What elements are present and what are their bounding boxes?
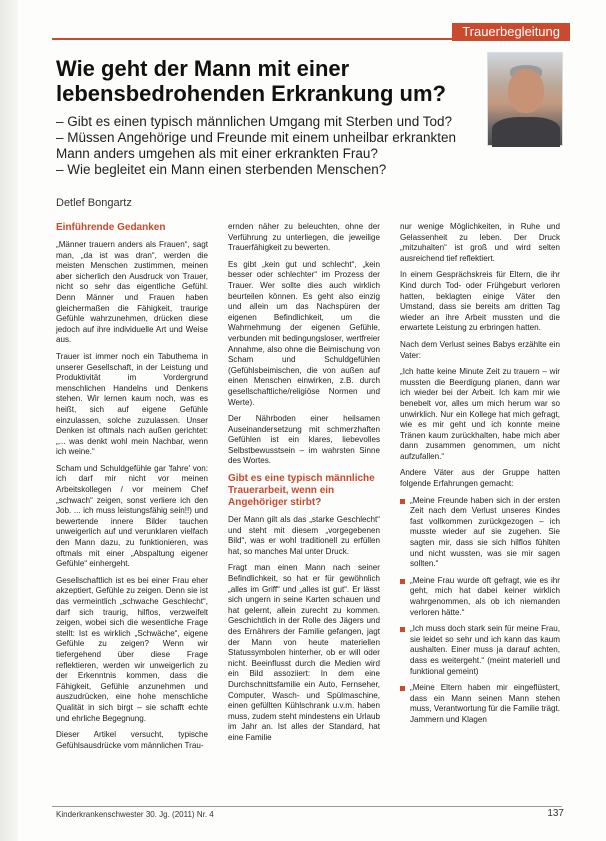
column-1-paragraph: Trauer ist immer noch ein Tabuthema in unserer Gesellschaft, in der Leistung und Produktivität im Vordergrund menschlichen Handelns und Denkens stehen. Wir lernen kaum noch, was es heißt, sich auf eigene Gefühle einzulassen, solche zuzulassen. Unser Denken ist oftmals nach außen gerichtet: „... was denkt wohl mein Nachbar, wenn ich weine.“	[56, 351, 208, 457]
section-label: Trauerbegleitung	[452, 23, 570, 41]
column-1	[56, 222, 208, 757]
quote-list-item: „Meine Freunde haben sich in der ersten Zeit nach dem Verlust unseres Kindes fast vollkommen zurückgezogen – ich musste wieder auf sie zugehen. Sie sagten mir, dass sie sich hilflos fühlten und nicht wussten, was sie mir sagen sollten.“	[400, 496, 560, 570]
column-2	[228, 222, 380, 750]
quote-list-item: „Meine Frau wurde oft gefragt, wie es ihr geht, mich hat dabei keiner wirklich wahrgenommen, als ob ich niemanden verloren hätte.“	[400, 576, 560, 618]
subheading-3: – Wie begleitet ein Mann einen sterbenden Menschen?	[56, 162, 387, 177]
author-byline: Detlef Bongartz	[56, 197, 132, 209]
column-3-paragraph: Nach dem Verlust seines Babys erzählte ein Vater:	[400, 339, 560, 360]
column-2-paragraph: Der Mann gilt als das „starke Geschlecht“ und steht mit diesem „vorgegebenen Bild“, was er wohl traditionell zu erfüllen hat, so manches Mal unter Druck.	[228, 515, 380, 556]
article-headline: Wie geht der Mann mit einer lebensbedrohenden Erkrankung um?	[56, 56, 446, 106]
article-subheadings	[56, 114, 486, 178]
quote-list	[400, 496, 560, 726]
author-photo	[487, 52, 563, 146]
page-number: 137	[547, 808, 564, 819]
column-2-paragraph: Es gibt „kein gut und schlecht“, „kein besser oder schlechter“ im Prozess der Trauer. Wer sollte dies auch wirklich beurteilen können. Es geht also einzig und allein um das Nachspüren der eigenen Befindlichkeit, um die Wahrnehmung der eigenen Gefühle, verbunden mit bedingungsloser, wertfreier Annahme, also ohne die Beimischung von Scham und Schuldgefühlen (Gefühlsbeimischen, die von außen auf einen Menschen einwirken, z.B. durch gesellschaftliche/religiöse Normen und Werte).	[228, 259, 380, 407]
quote-list-item: „Meine Eltern haben mir eingeflüstert, dass ein Mann seinen Mann stehen muss, Verantwortung für die Familie trägt. Jammern und Klagen	[400, 683, 560, 725]
column-3-paragraph: In einem Gesprächskreis für Eltern, die ihr Kind durch Tod- oder Frühgeburt verloren hatten, beklagten einige Väter den Umstand, dass sie bereits am dritten Tag wieder an ihre Arbeit mussten und die erwartete Leistung zu erbringen hatten.	[400, 270, 560, 333]
column-2-heading: Gibt es eine typisch männliche Trauerarbeit, wenn ein Angehöriger stirbt?	[228, 473, 375, 509]
author-photo-shirt	[492, 117, 560, 147]
column-3-quote: „Ich hatte keine Minute Zeit zu trauern – wir mussten die Beerdigung planen, dann war ich wieder bei der Arbeit. Ich kam mir wie benebelt vor, alles um mich herum war so unwirklich. Nur ein Kollege hat mich gefragt, wie es mir geht und ich konnte meine Tränen kaum zurückhalten, habe mich aber dann zusammen genommen, um nicht aufzufallen.“	[400, 367, 560, 461]
journal-footer: Kinderkrankenschwester 30. Jg. (2011) Nr. 4	[56, 810, 214, 819]
column-1-heading: Einführende Gedanken	[56, 222, 166, 233]
footer-rule	[52, 806, 562, 807]
column-3	[400, 222, 560, 732]
quote-list-item: „Ich muss doch stark sein für meine Frau, sie leidet so sehr und ich kann das kaum aushalten. Einer muss ja darauf achten, dass es weitergeht.“ (meint materiell und funktional gemeint)	[400, 624, 560, 677]
page-gutter-shadow	[0, 0, 18, 841]
subheading-2: – Müssen Angehörige und Freunde mit einem unheilbar erkrankten Mann anders umgehen als mit einer erkrankten Frau?	[56, 130, 456, 161]
subheading-1: – Gibt es einen typisch männlichen Umgang mit Sterben und Tod?	[56, 114, 452, 129]
column-3-paragraph: Andere Väter aus der Gruppe hatten folgende Erfahrungen gemacht:	[400, 468, 560, 489]
column-2-paragraph: ernden näher zu beleuchten, ohne der Verführung zu unterliegen, die jeweilige Trauerfähigkeit zu bewerten.	[228, 222, 380, 253]
column-1-paragraph: „Männer trauern anders als Frauen“, sagt man, „da ist was dran“, werden die meisten Menschen zustimmen, meinen aber sicherlich den Ausdruck von Trauer, nicht so sehr das eigentliche Gefühl. Denn Männer und Frauen haben gleichermaßen die Fähigkeit, traurige Gefühle wahrzunehmen, drücken diese jedoch auf ihre individuelle Art und Weise aus.	[56, 240, 208, 345]
column-2-paragraph: Fragt man einen Mann nach seiner Befindlichkeit, so hat er für gewöhnlich „alles im Griff“ und „alles ist gut“. Er lässt sich ungern in seine Karten schauen und hat gelernt, allein zurecht zu kommen. Geschichtlich in der Rolle des Jägers und des Ernährers der Familie gefangen, jagt der Mann von heute materiellen Statussymbolen hinterher, ob er will oder nicht. Beeinflusst durch die Medien wird ein Bild assoziiert: In dem eine Durchschnittsfamilie ein Auto, Fernseher, Computer, Wasch- und Spülmaschine, einen gefüllten Kühlschrank u.v.m. haben muss, zudem steht mindestens ein Urlaub im Jahr an. Ist alles der Standard, hat eine Familie	[228, 563, 380, 742]
author-photo-face	[508, 69, 544, 113]
column-1-paragraph: Scham und Schuldgefühle gar 'fahre' von: ich darf mir nicht vor meinen Arbeitskollegen / vor meinem Chef „schwach“ zeigen, sonst verliere ich den Job. ... ich muss leistungsfähig sein!!) und bewertende innere Bilder tauchen unweigerlich auf und verunklaren vielfach den Mann dazu, zu funktionieren, was oftmals mit einer „Abspaltung eigener Gefühle“ einhergeht.	[56, 463, 208, 569]
column-1-paragraph: Dieser Artikel versucht, typische Gefühlsausdrücke vom männlichen Trau-	[56, 730, 208, 750]
column-1-paragraph: Gesellschaftlich ist es bei einer Frau eher akzeptiert, Gefühle zu zeigen. Denn sie ist das vermeintlich „schwache Geschlecht“, darf sich traurig, hilflos, verzweifelt zeigen, wobei sich die wesentliche Frage stellt: Ist es wirklich „Schwäche“, eigene Gefühle zu zeigen? Wenn wir tiefergehend über diese Frage reflektieren, werden wir unweigerlich zu der Erkenntnis kommen, dass die Fähigkeit, Gefühle anzunehmen und auszudrücken, eine hohe menschliche Qualität in sich birgt – sie schafft echte und ehrliche Begegnung.	[56, 575, 208, 723]
column-3-paragraph: nur wenige Möglichkeiten, in Ruhe und Gelassenheit zu leben. Der Druck „mitzuhalten“ ist groß und wird selten ausreichend tief reflektiert.	[400, 222, 560, 263]
column-2-paragraph: Der Nährboden einer heilsamen Auseinandersetzung mit schmerzhaften Gefühlen ist ein klares, liebevolles Selbstbewusstsein – im wahrsten Sinne des Wortes.	[228, 414, 380, 466]
